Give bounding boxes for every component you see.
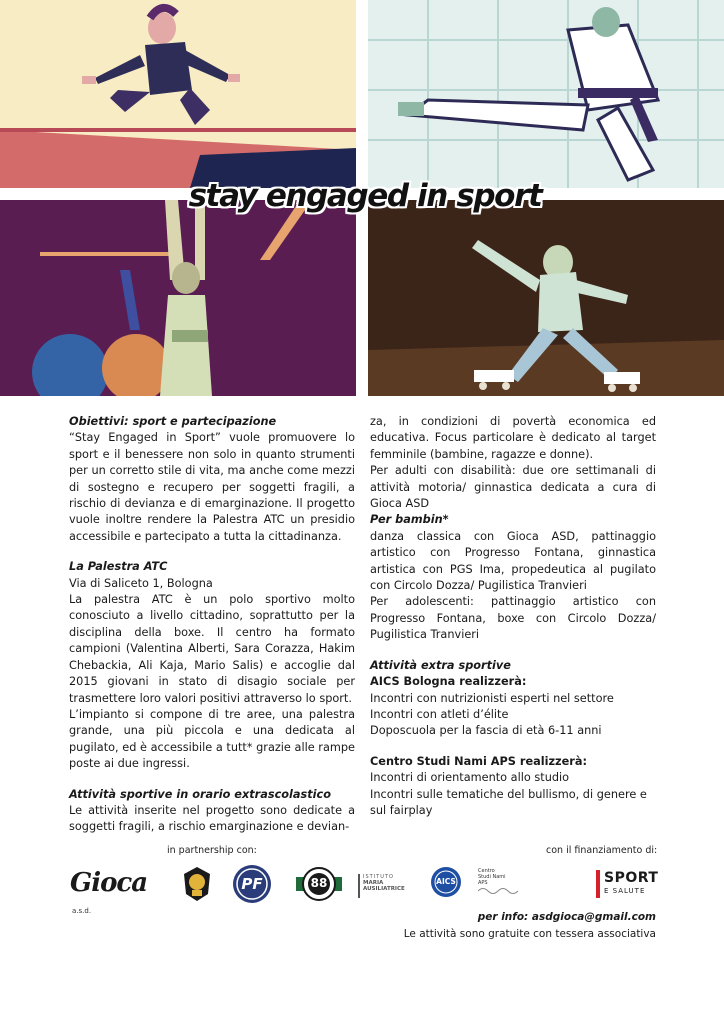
palestra-text-2: L’impianto si compone di tre aree, una palestra grande, una più piccola e una dedicata al pugilato, ed è accessibile a tutt* grazie alle rampe poste ai due ingressi.: [69, 707, 355, 771]
gioca-logo-suffix: a.s.d.: [72, 907, 92, 915]
adulti-text: Per adulti con disabilità: due ore settimanali di attività motoria/ ginnastica dedicata a cura di Gioca ASD: [370, 464, 656, 511]
bambini-heading: Per bambin*: [370, 513, 449, 527]
aics-logo: [430, 866, 462, 898]
attivita-text: Le attività inserite nel progetto sono dedicate a soggetti fragili, a rischio emarginazione e devian-: [69, 803, 355, 834]
badge-88-text: 88: [310, 876, 328, 890]
illustration-gymnast: [0, 200, 356, 396]
nami-logo-line1: Centro: [478, 868, 495, 874]
nami-heading: Centro Studi Nami APS realizzerà:: [370, 754, 588, 768]
extra-heading: Attività extra sportive: [370, 658, 511, 672]
nami-item: Incontri di orientamento allo studio: [370, 771, 570, 785]
nami-logo-line3: APS: [478, 880, 488, 886]
illustration-jumper: [0, 0, 356, 188]
sport-logo-line2: E SALUTE: [604, 887, 646, 895]
centro-studi-nami-logo: [478, 868, 524, 898]
banner-title: stay engaged in sport: [188, 178, 542, 214]
info-email: per info: asdgioca@gmail.com: [477, 911, 656, 923]
right-column: [370, 414, 656, 819]
aics-heading: AICS Bologna realizzerà:: [370, 675, 527, 689]
palestra-text-1: La palestra ATC è un polo sportivo molto conosciuto a livello cittadino, soprattutto per la disciplina della boxe. Il centro ha formato campioni (Valentina Alberti, Sara Corazza, Hakim Chebackia, Ali Kaja, Mario Salis) e accoglie dal 2015 giovani in stato di disagio sociale per trasmettere loro valori positivi attraverso lo sport.: [69, 593, 355, 705]
obiettivi-heading: Obiettivi: sport e partecipazione: [69, 415, 277, 428]
left-column: [69, 414, 355, 836]
aics-item: Incontri con atleti d’élite: [370, 707, 509, 721]
palestra-heading: La Palestra ATC: [69, 560, 168, 574]
pf-logo: [232, 864, 272, 904]
aics-logo-text: AICS: [436, 877, 456, 886]
aics-item: Incontri con nutrizionisti esperti nel settore: [370, 691, 614, 705]
sport-e-salute-logo: [596, 870, 658, 900]
attivita-heading: Attività sportive in orario extrascolastico: [69, 787, 331, 801]
palestra-address: Via di Saliceto 1, Bologna: [69, 576, 213, 590]
badge-88-logo: [296, 867, 342, 901]
gioca-logo-text: Gioca: [70, 868, 148, 898]
maria-ausiliatrice-logo: [358, 874, 425, 898]
illustration-karate: [368, 0, 724, 188]
continuation-text: za, in condizioni di povertà economica ed educativa. Focus particolare è dedicato al target femminile (bambine, ragazze e donne).: [370, 415, 656, 461]
adolescenti-text: Per adolescenti: pattinaggio artistico con Progresso Fontana, boxe con Circolo Dozza/ Pugilistica Tranvieri: [370, 595, 656, 642]
gioca-logo: [70, 868, 170, 915]
boxing-club-logo: [182, 866, 212, 902]
nami-item: Incontri sulle tematiche del bullismo, di genere e sul fairplay: [370, 787, 647, 817]
info-note: Le attività sono gratuite con tessera associativa: [403, 928, 656, 940]
bambini-text: danza classica con Gioca ASD, pattinaggio artistico con Progresso Fontana, ginnastica artistica con PGS Ima, propedeutica al pugilato con Circolo Dozza/ Pugilistica Tranvieri: [370, 529, 656, 593]
nami-logo-line2: Studi Nami: [478, 874, 506, 880]
partnership-label: in partnership con:: [167, 845, 257, 856]
illustration-skater: [368, 200, 724, 396]
aics-item: Doposcuola per la fascia di età 6-11 anni: [370, 724, 602, 738]
obiettivi-text: “Stay Engaged in Sport” vuole promuovere lo sport e il benessere non solo in quanto strumenti per un corretto stile di vita, ma anche come mezzi di sostegno e recupero per soggetti fragili, a rischio di devianza e di emarginazione. Il progetto vuole inoltre rendere la Palestra ATC un presidio accessibile e partecipato a tutta la cittadinanza.: [69, 431, 355, 543]
sport-logo-line1: SPORT: [604, 870, 659, 886]
maria-logo-line2: MARIA AUSILIATRICE: [363, 880, 405, 892]
funding-label: con il finanziamento di:: [546, 845, 658, 856]
maria-logo-line1: ISTITUTO: [363, 874, 394, 880]
pf-logo-text: PF: [241, 875, 263, 893]
